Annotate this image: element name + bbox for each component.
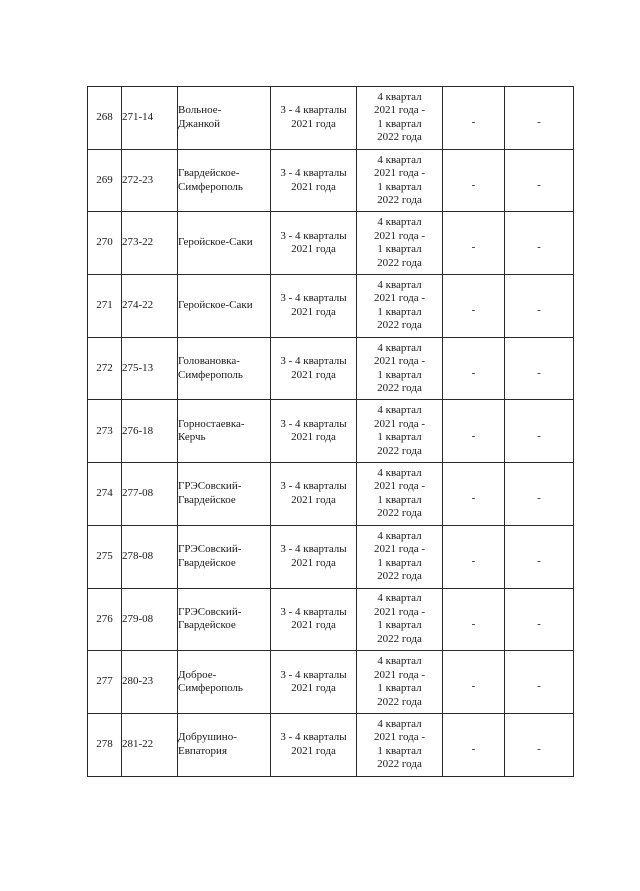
period-cell-line: 3 - 4 кварталы xyxy=(280,543,347,556)
column-7-cell xyxy=(505,525,574,588)
row-number-cell xyxy=(88,149,122,212)
route-name-cell-line: Вольное- xyxy=(178,104,222,117)
route-code-cell-text: 280-23 xyxy=(122,675,154,688)
term-cell-line: 1 квартал xyxy=(377,305,422,318)
term-cell xyxy=(357,337,443,400)
period-cell-line: 2021 года xyxy=(291,619,336,632)
term-cell xyxy=(357,713,443,776)
period-cell-line: 3 - 4 кварталы xyxy=(280,668,347,681)
route-code-cell-text: 278-08 xyxy=(122,549,154,562)
column-6-cell xyxy=(443,87,505,150)
table-row xyxy=(88,87,574,150)
route-code-cell xyxy=(122,588,178,651)
route-code-cell xyxy=(122,713,178,776)
table-row xyxy=(88,149,574,212)
column-6-cell xyxy=(443,525,505,588)
column-7-cell xyxy=(505,651,574,714)
route-name-cell xyxy=(178,713,271,776)
route-code-cell xyxy=(122,149,178,212)
period-cell xyxy=(271,651,357,714)
route-code-cell xyxy=(122,275,178,338)
period-cell-line: 3 - 4 кварталы xyxy=(280,355,347,368)
column-6-cell xyxy=(443,149,505,212)
route-code-cell xyxy=(122,400,178,463)
route-name-cell-line: ГРЭСовский- xyxy=(178,480,242,493)
column-6-cell-text: - xyxy=(471,366,476,379)
column-7-cell-text: - xyxy=(537,680,541,693)
column-7-cell-text: - xyxy=(537,429,541,442)
term-cell-line: 1 квартал xyxy=(377,431,422,444)
column-6-cell-text: - xyxy=(471,178,476,191)
term-cell-line: 2022 года xyxy=(377,570,422,583)
term-cell-line: 2021 года - xyxy=(373,229,426,242)
route-code-cell xyxy=(122,463,178,526)
column-7-cell-text: - xyxy=(537,178,541,191)
period-cell-line: 2021 года xyxy=(291,117,336,130)
route-name-cell-line: Евпатория xyxy=(178,744,228,757)
period-cell-line: 2021 года xyxy=(291,493,336,506)
row-number-cell xyxy=(88,651,122,714)
route-name-cell xyxy=(178,275,271,338)
term-cell-line: 2022 года xyxy=(377,695,422,708)
column-6-cell xyxy=(443,275,505,338)
row-number-cell xyxy=(88,337,122,400)
term-cell xyxy=(357,400,443,463)
period-cell-line: 3 - 4 кварталы xyxy=(280,605,347,618)
column-6-cell-text: - xyxy=(471,241,476,254)
route-code-cell-text: 275-13 xyxy=(122,361,154,374)
term-cell xyxy=(357,651,443,714)
period-cell-line: 2021 года xyxy=(291,556,336,569)
route-name-cell-line: Геройское-Саки xyxy=(178,299,253,312)
term-cell xyxy=(357,275,443,338)
period-cell-line: 3 - 4 кварталы xyxy=(280,292,347,305)
term-cell-line: 2022 года xyxy=(377,382,422,395)
term-cell xyxy=(357,588,443,651)
table-row xyxy=(88,212,574,275)
row-number-cell xyxy=(88,87,122,150)
table-row xyxy=(88,463,574,526)
column-7-cell xyxy=(505,275,574,338)
column-7-cell-text: - xyxy=(537,116,541,129)
term-cell xyxy=(357,212,443,275)
term-cell-line: 1 квартал xyxy=(377,368,422,381)
route-name-cell xyxy=(178,651,271,714)
term-cell-line: 2021 года - xyxy=(373,543,426,556)
route-name-cell-line: Доброе- xyxy=(178,668,217,681)
route-name-cell-line: Горностаевка- xyxy=(178,417,245,430)
column-7-cell xyxy=(505,149,574,212)
table-row xyxy=(88,651,574,714)
term-cell-line: 1 квартал xyxy=(377,682,422,695)
column-6-cell xyxy=(443,588,505,651)
term-cell-line: 1 квартал xyxy=(377,556,422,569)
term-cell-line: 2021 года - xyxy=(373,480,426,493)
route-code-cell xyxy=(122,651,178,714)
column-6-cell-text: - xyxy=(471,429,476,442)
row-number-cell-text: 270 xyxy=(96,236,113,249)
term-cell-line: 4 квартал xyxy=(377,717,422,730)
term-cell-line: 2021 года - xyxy=(373,292,426,305)
term-cell-line: 2022 года xyxy=(377,632,422,645)
column-6-cell-text: - xyxy=(471,116,476,129)
period-cell-line: 3 - 4 кварталы xyxy=(280,480,347,493)
route-name-cell xyxy=(178,212,271,275)
period-cell-line: 2021 года xyxy=(291,243,336,256)
route-name-cell-line: ГРЭСовский- xyxy=(178,605,242,618)
term-cell-line: 2021 года - xyxy=(373,355,426,368)
row-number-cell-text: 274 xyxy=(96,487,113,500)
period-cell xyxy=(271,713,357,776)
route-code-cell-text: 276-18 xyxy=(122,424,154,437)
period-cell-line: 2021 года xyxy=(291,431,336,444)
route-code-cell-text: 273-22 xyxy=(122,236,154,249)
term-cell-line: 4 квартал xyxy=(377,153,422,166)
row-number-cell-text: 268 xyxy=(96,111,113,124)
column-6-cell xyxy=(443,651,505,714)
table-row xyxy=(88,713,574,776)
column-6-cell-text: - xyxy=(471,492,476,505)
column-7-cell-text: - xyxy=(537,554,541,567)
column-6-cell-text: - xyxy=(471,304,476,317)
route-name-cell xyxy=(178,149,271,212)
route-code-cell-text: 277-08 xyxy=(122,487,154,500)
period-cell xyxy=(271,87,357,150)
term-cell-line: 1 квартал xyxy=(377,493,422,506)
route-schedule-table xyxy=(87,86,574,777)
table-row xyxy=(88,525,574,588)
term-cell-line: 2022 года xyxy=(377,758,422,771)
column-7-cell xyxy=(505,87,574,150)
column-7-cell-text: - xyxy=(537,241,541,254)
table-row xyxy=(88,400,574,463)
row-number-cell-text: 273 xyxy=(96,424,113,437)
route-name-cell xyxy=(178,525,271,588)
term-cell-line: 2021 года - xyxy=(373,417,426,430)
route-code-cell-text: 279-08 xyxy=(122,612,154,625)
route-name-cell xyxy=(178,400,271,463)
table-row xyxy=(88,588,574,651)
period-cell-line: 3 - 4 кварталы xyxy=(280,731,347,744)
term-cell-line: 2022 года xyxy=(377,131,422,144)
period-cell-line: 3 - 4 кварталы xyxy=(280,167,347,180)
route-code-cell xyxy=(122,87,178,150)
column-7-cell-text: - xyxy=(537,304,541,317)
route-code-cell xyxy=(122,525,178,588)
period-cell-line: 2021 года xyxy=(291,180,336,193)
term-cell-line: 2022 года xyxy=(377,444,422,457)
period-cell xyxy=(271,212,357,275)
term-cell-line: 4 квартал xyxy=(377,529,422,542)
period-cell xyxy=(271,400,357,463)
row-number-cell xyxy=(88,588,122,651)
column-7-cell xyxy=(505,400,574,463)
route-code-cell xyxy=(122,337,178,400)
term-cell-line: 2022 года xyxy=(377,507,422,520)
route-code-cell-text: 274-22 xyxy=(122,299,154,312)
term-cell xyxy=(357,87,443,150)
column-6-cell-text: - xyxy=(471,554,476,567)
period-cell-line: 3 - 4 кварталы xyxy=(280,229,347,242)
row-number-cell xyxy=(88,400,122,463)
row-number-cell-text: 272 xyxy=(96,361,113,374)
column-7-cell-text: - xyxy=(537,366,541,379)
period-cell xyxy=(271,588,357,651)
route-name-cell-line: Гвардейское xyxy=(178,556,236,569)
term-cell-line: 1 квартал xyxy=(377,243,422,256)
row-number-cell-text: 277 xyxy=(96,675,113,688)
term-cell xyxy=(357,463,443,526)
column-6-cell xyxy=(443,463,505,526)
term-cell-line: 1 квартал xyxy=(377,744,422,757)
term-cell-line: 4 квартал xyxy=(377,278,422,291)
table-row xyxy=(88,337,574,400)
route-name-cell xyxy=(178,87,271,150)
term-cell-line: 4 квартал xyxy=(377,90,422,103)
column-6-cell-text: - xyxy=(471,742,476,755)
column-7-cell xyxy=(505,337,574,400)
route-name-cell-line: Керчь xyxy=(178,431,206,444)
period-cell xyxy=(271,275,357,338)
route-code-cell-text: 281-22 xyxy=(122,737,154,750)
route-name-cell xyxy=(178,588,271,651)
route-code-cell-text: 272-23 xyxy=(122,173,154,186)
term-cell-line: 2021 года - xyxy=(373,668,426,681)
term-cell-line: 1 квартал xyxy=(377,117,422,130)
column-7-cell xyxy=(505,463,574,526)
term-cell-line: 4 квартал xyxy=(377,655,422,668)
period-cell xyxy=(271,525,357,588)
row-number-cell-text: 276 xyxy=(96,612,113,625)
route-name-cell-line: Гвардейское- xyxy=(178,167,240,180)
row-number-cell-text: 278 xyxy=(96,737,113,750)
table-row xyxy=(88,275,574,338)
route-name-cell-line: Гвардейское xyxy=(178,619,236,632)
row-number-cell-text: 269 xyxy=(96,173,113,186)
row-number-cell-text: 275 xyxy=(96,549,113,562)
route-name-cell-line: Джанкой xyxy=(178,117,221,130)
term-cell-line: 1 квартал xyxy=(377,180,422,193)
term-cell-line: 4 квартал xyxy=(377,404,422,417)
route-name-cell-line: ГРЭСовский- xyxy=(178,543,242,556)
route-name-cell-line: Симферополь xyxy=(178,682,243,695)
column-6-cell xyxy=(443,400,505,463)
term-cell-line: 2021 года - xyxy=(373,167,426,180)
row-number-cell xyxy=(88,525,122,588)
row-number-cell xyxy=(88,212,122,275)
term-cell-line: 4 квартал xyxy=(377,216,422,229)
column-7-cell xyxy=(505,588,574,651)
term-cell-line: 2022 года xyxy=(377,194,422,207)
term-cell-line: 4 квартал xyxy=(377,592,422,605)
column-7-cell xyxy=(505,713,574,776)
row-number-cell xyxy=(88,713,122,776)
route-code-cell-text: 271-14 xyxy=(122,111,154,124)
row-number-cell-text: 271 xyxy=(96,299,113,312)
route-name-cell-line: Гвардейское xyxy=(178,493,236,506)
column-6-cell xyxy=(443,713,505,776)
route-name-cell-line: Голованoвка- xyxy=(178,355,240,368)
term-cell-line: 2021 года - xyxy=(373,605,426,618)
period-cell-line: 2021 года xyxy=(291,368,336,381)
column-6-cell-text: - xyxy=(471,617,476,630)
route-name-cell-line: Симферополь xyxy=(178,368,243,381)
term-cell-line: 4 квартал xyxy=(377,466,422,479)
route-name-cell xyxy=(178,337,271,400)
period-cell xyxy=(271,337,357,400)
route-name-cell xyxy=(178,463,271,526)
term-cell-line: 1 квартал xyxy=(377,619,422,632)
column-6-cell xyxy=(443,337,505,400)
column-6-cell-text: - xyxy=(471,680,476,693)
period-cell-line: 2021 года xyxy=(291,682,336,695)
term-cell-line: 4 квартал xyxy=(377,341,422,354)
route-name-cell-line: Добрушино- xyxy=(178,731,237,744)
term-cell-line: 2021 года - xyxy=(373,731,426,744)
route-name-cell-line: Геройское-Саки xyxy=(178,236,253,249)
term-cell xyxy=(357,525,443,588)
term-cell-line: 2022 года xyxy=(377,256,422,269)
period-cell-line: 2021 года xyxy=(291,305,336,318)
period-cell-line: 2021 года xyxy=(291,744,336,757)
row-number-cell xyxy=(88,463,122,526)
term-cell-line: 2022 года xyxy=(377,319,422,332)
row-number-cell xyxy=(88,275,122,338)
term-cell-line: 2021 года - xyxy=(373,104,426,117)
period-cell-line: 3 - 4 кварталы xyxy=(280,104,347,117)
column-6-cell xyxy=(443,212,505,275)
table-body xyxy=(88,87,574,777)
term-cell xyxy=(357,149,443,212)
column-7-cell-text: - xyxy=(537,492,541,505)
column-7-cell-text: - xyxy=(537,742,541,755)
column-7-cell xyxy=(505,212,574,275)
column-7-cell-text: - xyxy=(537,617,541,630)
period-cell xyxy=(271,149,357,212)
route-code-cell xyxy=(122,212,178,275)
period-cell xyxy=(271,463,357,526)
period-cell-line: 3 - 4 кварталы xyxy=(280,417,347,430)
route-name-cell-line: Симферополь xyxy=(178,180,243,193)
